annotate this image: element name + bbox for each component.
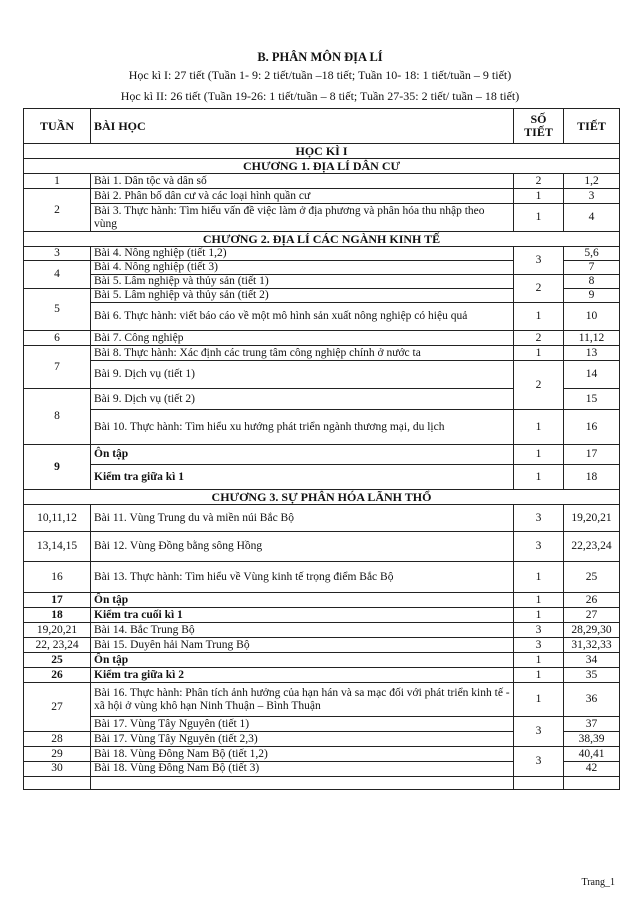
count-cell: 1: [514, 189, 564, 204]
col-periods-count-header: SỐ TIẾT: [514, 109, 564, 144]
period-cell: 7: [564, 261, 620, 275]
week-cell: 25: [24, 653, 91, 668]
lesson-cell: Bài 9. Dịch vụ (tiết 2): [91, 389, 514, 410]
curriculum-table: [23, 108, 620, 790]
week-cell: 19,20,21: [24, 623, 91, 638]
period-cell: 19,20,21: [564, 505, 620, 532]
lesson-cell: Ôn tập: [91, 653, 514, 668]
count-cell: 2: [514, 174, 564, 189]
period-cell: 34: [564, 653, 620, 668]
table-row: [24, 505, 620, 532]
period-cell: 15: [564, 389, 620, 410]
lesson-cell: Kiểm tra giữa kì 2: [91, 668, 514, 683]
semester-heading: HỌC KÌ I: [24, 144, 620, 159]
lesson-cell: Bài 16. Thực hành: Phân tích ảnh hưởng của hạn hán và sa mạc đối với phát triển kinh tế - xã hội ở vùng khô hạn Ninh Thuận – Bình Thuận: [91, 683, 514, 717]
chapter-heading: CHƯƠNG 3. SỰ PHÂN HÓA LÃNH THỔ: [24, 490, 620, 505]
table-row: [24, 593, 620, 608]
count-cell: 1: [514, 204, 564, 232]
table-row: [24, 465, 620, 490]
week-cell: 30: [24, 762, 91, 777]
count-cell: 3: [514, 623, 564, 638]
table-row: [24, 247, 620, 261]
count-cell: 1: [514, 653, 564, 668]
table-row: [24, 410, 620, 445]
week-cell: 1: [24, 174, 91, 189]
lesson-cell: Bài 18. Vùng Đông Nam Bộ (tiết 3): [91, 762, 514, 777]
period-cell: 4: [564, 204, 620, 232]
period-cell: 17: [564, 445, 620, 465]
lesson-cell: Bài 7. Công nghiệp: [91, 331, 514, 346]
table-row: [24, 747, 620, 762]
semester-2-info: Học kì II: 26 tiết (Tuần 19-26: 1 tiết/tuần – 8 tiết; Tuần 27-35: 2 tiết/ tuần – 18 tiết): [120, 89, 520, 103]
period-cell: 31,32,33: [564, 638, 620, 653]
week-cell: 7: [24, 346, 91, 389]
week-cell: 6: [24, 331, 91, 346]
section-title: B. PHÂN MÔN ĐỊA LÍ: [257, 50, 383, 64]
lesson-cell: Bài 13. Thực hành: Tìm hiểu về Vùng kinh tế trọng điểm Bắc Bộ: [91, 562, 514, 593]
period-cell: 9: [564, 289, 620, 303]
period-cell: 18: [564, 465, 620, 490]
lesson-cell: Bài 2. Phân bố dân cư và các loại hình quần cư: [91, 189, 514, 204]
table-row: [24, 303, 620, 331]
lesson-cell: Bài 9. Dịch vụ (tiết 1): [91, 361, 514, 389]
table-row: [24, 562, 620, 593]
lesson-cell: Ôn tập: [91, 445, 514, 465]
lesson-cell: Bài 6. Thực hành: viết báo cáo về một mô hình sản xuất nông nghiệp có hiệu quả: [91, 303, 514, 331]
table-row: [24, 683, 620, 717]
week-cell: 17: [24, 593, 91, 608]
week-cell: 28: [24, 732, 91, 747]
week-cell: 29: [24, 747, 91, 762]
lesson-cell: Bài 17. Vùng Tây Nguyên (tiết 1): [91, 717, 514, 732]
week-cell: 18: [24, 608, 91, 623]
table-row: [24, 204, 620, 232]
count-cell: 3: [514, 505, 564, 532]
week-cell: 13,14,15: [24, 532, 91, 562]
col-week-header: TUẦN: [24, 109, 91, 144]
period-cell: 36: [564, 683, 620, 717]
period-cell: 40,41: [564, 747, 620, 762]
period-cell: 37: [564, 717, 620, 732]
col-lesson-header: BÀI HỌC: [91, 109, 514, 144]
lesson-cell: Bài 18. Vùng Đông Nam Bộ (tiết 1,2): [91, 747, 514, 762]
table-row-empty: [24, 777, 620, 790]
lesson-cell: Bài 4. Nông nghiệp (tiết 3): [91, 261, 514, 275]
lesson-cell: Bài 8. Thực hành: Xác định các trung tâm công nghiệp chính ở nước ta: [91, 346, 514, 361]
period-cell: 16: [564, 410, 620, 445]
table-row: [24, 174, 620, 189]
count-cell: 1: [514, 683, 564, 717]
chapter-heading: CHƯƠNG 1. ĐỊA LÍ DÂN CƯ: [24, 159, 620, 174]
week-cell: 10,11,12: [24, 505, 91, 532]
page-number: Trang_1: [581, 877, 615, 888]
table-row: [24, 638, 620, 653]
count-cell: 1: [514, 608, 564, 623]
table-row: [24, 331, 620, 346]
period-cell: 25: [564, 562, 620, 593]
lesson-cell: Bài 14. Bắc Trung Bộ: [91, 623, 514, 638]
period-cell: 11,12: [564, 331, 620, 346]
lesson-cell: Bài 3. Thực hành: Tìm hiểu vấn đề việc làm ở địa phương và phân hóa thu nhập theo vùng: [91, 204, 514, 232]
count-cell: 1: [514, 410, 564, 445]
count-cell: 1: [514, 346, 564, 361]
period-cell: 14: [564, 361, 620, 389]
period-cell: 8: [564, 275, 620, 289]
week-cell: 2: [24, 189, 91, 232]
lesson-cell: Kiểm tra giữa kì 1: [91, 465, 514, 490]
week-cell: 16: [24, 562, 91, 593]
period-cell: 22,23,24: [564, 532, 620, 562]
count-cell: 3: [514, 638, 564, 653]
count-cell: 3: [514, 247, 564, 275]
count-cell: 1: [514, 668, 564, 683]
lesson-cell: Bài 12. Vùng Đồng bằng sông Hồng: [91, 532, 514, 562]
chapter-heading: CHƯƠNG 2. ĐỊA LÍ CÁC NGÀNH KINH TẾ: [24, 232, 620, 247]
lesson-cell: Bài 10. Thực hành: Tìm hiểu xu hướng phát triển ngành thương mại, du lịch: [91, 410, 514, 445]
table-row: [24, 275, 620, 289]
count-cell: 3: [514, 717, 564, 747]
week-cell: 3: [24, 247, 91, 261]
lesson-cell: Bài 5. Lâm nghiệp và thủy sản (tiết 1): [91, 275, 514, 289]
count-cell: 2: [514, 361, 564, 410]
lesson-cell: Kiểm tra cuối kì 1: [91, 608, 514, 623]
lesson-cell: Ôn tập: [91, 593, 514, 608]
count-cell: 1: [514, 562, 564, 593]
period-cell: 26: [564, 593, 620, 608]
period-cell: 38,39: [564, 732, 620, 747]
count-cell: 3: [514, 532, 564, 562]
lesson-cell: Bài 1. Dân tộc và dân số: [91, 174, 514, 189]
period-cell: 3: [564, 189, 620, 204]
semester-1-info: Học kì I: 27 tiết (Tuần 1- 9: 2 tiết/tuần –18 tiết; Tuần 10- 18: 1 tiết/tuần – 9 tiết): [128, 68, 512, 82]
period-cell: 13: [564, 346, 620, 361]
table-row: [24, 361, 620, 389]
period-cell: 5,6: [564, 247, 620, 261]
table-row: [24, 445, 620, 465]
table-header-row: [24, 109, 620, 144]
period-cell: 42: [564, 762, 620, 777]
lesson-cell: Bài 17. Vùng Tây Nguyên (tiết 2,3): [91, 732, 514, 747]
table-row: [24, 532, 620, 562]
table-row: [24, 189, 620, 204]
period-cell: 1,2: [564, 174, 620, 189]
table-row: [24, 653, 620, 668]
count-cell: 2: [514, 331, 564, 346]
lesson-cell: Bài 15. Duyên hải Nam Trung Bộ: [91, 638, 514, 653]
lesson-cell: Bài 11. Vùng Trung du và miền núi Bắc Bộ: [91, 505, 514, 532]
lesson-cell: Bài 5. Lâm nghiệp và thủy sản (tiết 2): [91, 289, 514, 303]
count-cell: 1: [514, 465, 564, 490]
count-cell: 3: [514, 747, 564, 777]
count-cell: 1: [514, 593, 564, 608]
period-cell: 10: [564, 303, 620, 331]
table-row: [24, 717, 620, 732]
table-row: [24, 623, 620, 638]
period-cell: 35: [564, 668, 620, 683]
week-cell: 9: [24, 445, 91, 490]
week-cell: 4: [24, 261, 91, 289]
count-cell: 1: [514, 445, 564, 465]
table-row: [24, 668, 620, 683]
count-cell: 1: [514, 303, 564, 331]
week-cell: 27: [24, 683, 91, 732]
week-cell: 5: [24, 289, 91, 331]
table-row: [24, 346, 620, 361]
lesson-cell: Bài 4. Nông nghiệp (tiết 1,2): [91, 247, 514, 261]
col-period-header: TIẾT: [564, 109, 620, 144]
week-cell: 26: [24, 668, 91, 683]
period-cell: 27: [564, 608, 620, 623]
week-cell: 8: [24, 389, 91, 445]
table-row: [24, 608, 620, 623]
week-cell: 22, 23,24: [24, 638, 91, 653]
count-cell: 2: [514, 275, 564, 303]
period-cell: 28,29,30: [564, 623, 620, 638]
